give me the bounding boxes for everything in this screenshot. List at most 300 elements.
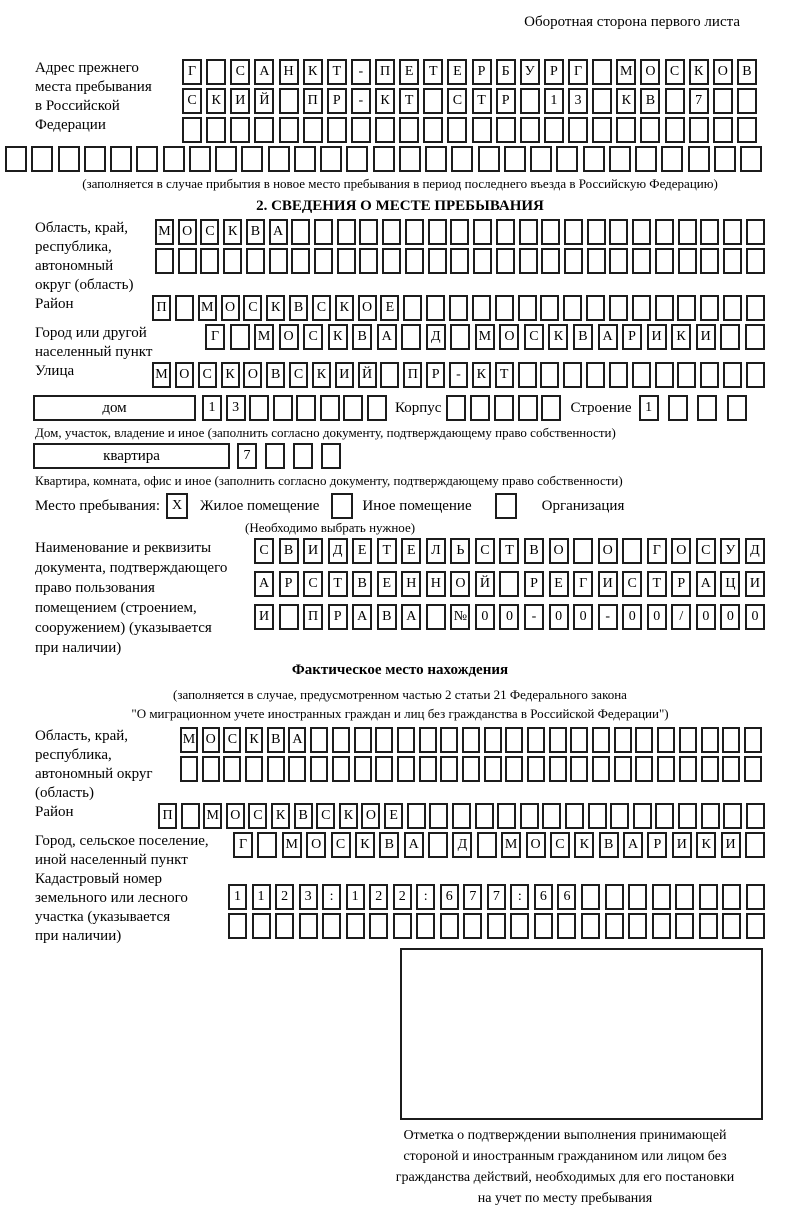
char-cell [254, 117, 274, 143]
char-cell [425, 146, 447, 172]
char-cell [628, 913, 647, 939]
char-cell: Й [475, 571, 495, 597]
char-cell [163, 146, 185, 172]
korpus-cells [446, 395, 561, 421]
char-cell [407, 803, 426, 829]
char-cell: В [377, 604, 397, 630]
char-cell [587, 219, 606, 245]
char-cell [723, 803, 742, 829]
char-cell: 1 [252, 884, 271, 910]
char-cell [440, 727, 458, 753]
char-cell [588, 803, 607, 829]
char-cell: О [202, 727, 220, 753]
char-cell [293, 443, 313, 469]
char-cell: 0 [745, 604, 765, 630]
char-cell [310, 727, 328, 753]
char-cell [697, 395, 717, 421]
char-cell: О [226, 803, 245, 829]
label-line: на учет по месту пребывания [477, 1191, 653, 1206]
char-cell: И [696, 324, 716, 350]
kvartira-caption: Квартира, комната, офис и иное (заполнить согласно документу, подтверждающему право собственности) [35, 473, 623, 488]
char-cell: О [175, 362, 194, 388]
char-cell [609, 248, 628, 274]
char-cell [475, 803, 494, 829]
fact-raion-label: Район [35, 804, 74, 820]
char-cell [495, 295, 514, 321]
char-cell [678, 248, 697, 274]
zhiloe-checkbox: X [166, 493, 188, 519]
char-cell: О [306, 832, 326, 858]
stroenie-label: Строение [570, 400, 632, 416]
char-cell: А [696, 571, 716, 597]
char-cell: С [198, 362, 217, 388]
label-line: автономный округ [35, 766, 153, 782]
char-cell [540, 362, 559, 388]
char-cell [701, 756, 719, 782]
char-cell: Н [279, 59, 299, 85]
char-cell: М [198, 295, 217, 321]
char-cell: О [713, 59, 733, 85]
char-cell [700, 295, 719, 321]
char-cell: А [269, 219, 288, 245]
char-cell: Г [573, 571, 593, 597]
char-cell [520, 117, 540, 143]
char-cell: А [404, 832, 424, 858]
char-cell: И [303, 538, 323, 564]
char-cell [570, 756, 588, 782]
char-cell [518, 295, 537, 321]
char-cell [401, 324, 421, 350]
char-cell [136, 146, 158, 172]
oblast-label [35, 219, 155, 295]
char-cell [189, 146, 211, 172]
char-cell: С [524, 324, 544, 350]
char-cell [314, 219, 333, 245]
char-cell [359, 219, 378, 245]
raion-field [35, 295, 765, 324]
char-cell: К [328, 324, 348, 350]
kvartira-field [35, 443, 765, 472]
char-cell [496, 248, 515, 274]
char-cell [249, 395, 269, 421]
char-cell [610, 803, 629, 829]
char-cell: 3 [568, 88, 588, 114]
zhiloe-label: Жилое помещение [200, 498, 320, 514]
char-cell [655, 248, 674, 274]
char-cell: А [598, 324, 618, 350]
char-cell [700, 248, 719, 274]
char-cell [657, 727, 675, 753]
char-cell: К [355, 832, 375, 858]
label-line: иной населенный пункт [35, 852, 188, 868]
char-cell [665, 88, 685, 114]
char-cell: 7 [463, 884, 482, 910]
char-cell: Р [524, 571, 544, 597]
fact-oblast-label [35, 727, 180, 803]
char-cell [746, 362, 765, 388]
char-cell: В [279, 538, 299, 564]
char-cell [701, 803, 720, 829]
char-cell [530, 146, 552, 172]
char-cell: С [182, 88, 202, 114]
char-cell [375, 727, 393, 753]
char-cell: О [526, 832, 546, 858]
char-cell [677, 295, 696, 321]
label-line: Кадастровый номер [35, 871, 162, 887]
char-cell [542, 803, 561, 829]
char-cell [450, 219, 469, 245]
char-cell: О [450, 571, 470, 597]
label-line: Город, сельское поселение, [35, 833, 209, 849]
char-cell: И [745, 571, 765, 597]
char-cell [202, 756, 220, 782]
char-cell: М [203, 803, 222, 829]
char-cell [367, 395, 387, 421]
fact-raion-field [35, 803, 765, 832]
char-cell: С [550, 832, 570, 858]
char-cell [616, 117, 636, 143]
char-cell: Р [426, 362, 445, 388]
char-cell: М [152, 362, 171, 388]
char-cell [440, 913, 459, 939]
char-cell: Е [352, 538, 372, 564]
char-cell [230, 117, 250, 143]
char-cell [462, 727, 480, 753]
char-cell [628, 884, 647, 910]
inoe-label: Иное помещение [362, 498, 472, 514]
char-cell [655, 803, 674, 829]
char-cell [723, 219, 742, 245]
char-cell: В [352, 571, 372, 597]
char-cell [592, 59, 612, 85]
char-cell [320, 395, 340, 421]
char-cell: - [524, 604, 544, 630]
char-cell: / [671, 604, 691, 630]
char-cell [701, 727, 719, 753]
char-cell: П [375, 59, 395, 85]
char-cell: И [647, 324, 667, 350]
char-cell [700, 219, 719, 245]
char-cell [473, 248, 492, 274]
char-cell: Р [328, 604, 348, 630]
ulitsa-row [152, 362, 765, 388]
char-cell [723, 362, 742, 388]
inoe-checkbox [331, 493, 353, 519]
char-cell: С [312, 295, 331, 321]
char-cell: А [352, 604, 372, 630]
char-cell [519, 248, 538, 274]
dom-cells [202, 395, 387, 421]
char-cell [450, 248, 469, 274]
label-line: право пользования [35, 580, 155, 596]
char-cell: С [622, 571, 642, 597]
char-cell: Д [426, 324, 446, 350]
confirmation-stamp-box [400, 948, 763, 1120]
char-cell [699, 884, 718, 910]
char-cell [505, 727, 523, 753]
char-cell [746, 884, 765, 910]
char-cell: С [696, 538, 716, 564]
char-cell [499, 571, 519, 597]
dom-field [35, 395, 765, 424]
char-cell: С [331, 832, 351, 858]
char-cell: И [230, 88, 250, 114]
char-cell [632, 362, 651, 388]
char-cell: Е [399, 59, 419, 85]
char-cell: Р [496, 88, 516, 114]
char-cell: В [379, 832, 399, 858]
char-cell [296, 395, 316, 421]
char-cell: 1 [544, 88, 564, 114]
document-row-3 [254, 604, 765, 630]
char-cell [5, 146, 27, 172]
char-cell [288, 756, 306, 782]
char-cell: С [200, 219, 219, 245]
char-cell [428, 219, 447, 245]
char-cell [449, 295, 468, 321]
char-cell [714, 146, 736, 172]
char-cell [320, 146, 342, 172]
char-cell [182, 117, 202, 143]
char-cell: Р [647, 832, 667, 858]
char-cell [665, 117, 685, 143]
char-cell: К [689, 59, 709, 85]
char-cell: - [351, 88, 371, 114]
char-cell: 1 [228, 884, 247, 910]
char-cell: С [303, 324, 323, 350]
char-cell [299, 913, 318, 939]
char-cell: Т [327, 59, 347, 85]
char-cell: М [616, 59, 636, 85]
org-label: Организация [541, 498, 625, 514]
char-cell: К [266, 295, 285, 321]
char-cell [586, 362, 605, 388]
char-cell: 0 [622, 604, 642, 630]
section3-title: Фактическое место нахождения [291, 662, 509, 678]
char-cell [351, 117, 371, 143]
char-cell: Ь [450, 538, 470, 564]
char-cell: М [475, 324, 495, 350]
char-cell [675, 913, 694, 939]
char-cell [397, 756, 415, 782]
char-cell [322, 913, 341, 939]
label-line: округ (область) [35, 277, 134, 293]
char-cell: С [316, 803, 335, 829]
char-cell: К [548, 324, 568, 350]
char-cell: Т [423, 59, 443, 85]
char-cell: И [335, 362, 354, 388]
char-cell [564, 219, 583, 245]
oblast-rows [155, 219, 765, 277]
char-cell: О [598, 538, 618, 564]
document-row-2 [254, 571, 765, 597]
char-cell [549, 727, 567, 753]
char-cell: М [254, 324, 274, 350]
char-cell: К [271, 803, 290, 829]
char-cell [541, 219, 560, 245]
char-cell [541, 248, 560, 274]
char-cell: Г [182, 59, 202, 85]
char-cell [180, 756, 198, 782]
char-cell [657, 756, 675, 782]
char-cell [722, 913, 741, 939]
char-cell [745, 324, 765, 350]
korpus-label: Корпус [395, 400, 442, 416]
char-cell [609, 146, 631, 172]
char-cell [527, 756, 545, 782]
fact-gorod-row [233, 832, 765, 858]
char-cell [110, 146, 132, 172]
char-cell [181, 803, 200, 829]
char-cell [279, 604, 299, 630]
char-cell: В [246, 219, 265, 245]
char-cell: 2 [393, 884, 412, 910]
char-cell [332, 756, 350, 782]
char-cell [635, 727, 653, 753]
char-cell: А [401, 604, 421, 630]
char-cell: О [361, 803, 380, 829]
label-line: Область, край, [35, 728, 129, 744]
char-cell: П [303, 88, 323, 114]
char-cell [257, 832, 277, 858]
char-cell: Б [496, 59, 516, 85]
char-cell [570, 727, 588, 753]
char-cell [382, 219, 401, 245]
char-cell [614, 727, 632, 753]
char-cell [484, 727, 502, 753]
char-cell [587, 248, 606, 274]
char-cell [720, 324, 740, 350]
char-cell: Е [384, 803, 403, 829]
char-cell: И [672, 832, 692, 858]
char-cell: В [294, 803, 313, 829]
prev-address-row-4 [5, 146, 762, 172]
dom-caption: Дом, участок, владение и иное (заполнить согласно документу, подтверждающему право собственности) [35, 425, 616, 440]
char-cell: П [303, 604, 323, 630]
char-cell: - [598, 604, 618, 630]
fact-gorod-label [35, 832, 233, 870]
char-cell: Д [745, 538, 765, 564]
char-cell [354, 727, 372, 753]
char-cell: В [599, 832, 619, 858]
char-cell [632, 219, 651, 245]
kadastr-label [35, 870, 228, 946]
char-cell [689, 117, 709, 143]
org-checkbox [495, 493, 517, 519]
char-cell [592, 117, 612, 143]
label-line: (заполняется в случае, предусмотренном частью 2 статьи 21 Федерального закона [173, 687, 627, 702]
char-cell: М [282, 832, 302, 858]
char-cell: В [267, 727, 285, 753]
char-cell: Р [622, 324, 642, 350]
char-cell [473, 219, 492, 245]
char-cell [518, 362, 537, 388]
char-cell: С [289, 362, 308, 388]
char-cell [369, 913, 388, 939]
char-cell: П [403, 362, 422, 388]
char-cell: Е [401, 538, 421, 564]
label-line: Федерации [35, 117, 106, 133]
stroenie-cells [639, 395, 747, 421]
page-header-note: Оборотная сторона первого листа [524, 14, 740, 30]
char-cell [423, 88, 443, 114]
char-cell [520, 88, 540, 114]
char-cell [58, 146, 80, 172]
char-cell [581, 913, 600, 939]
char-cell: И [598, 571, 618, 597]
char-cell [520, 803, 539, 829]
char-cell [245, 756, 263, 782]
char-cell [314, 248, 333, 274]
char-cell [527, 727, 545, 753]
char-cell [727, 395, 747, 421]
char-cell [678, 803, 697, 829]
char-cell: О [640, 59, 660, 85]
char-cell: Д [452, 832, 472, 858]
char-cell: А [254, 59, 274, 85]
char-cell: С [254, 538, 274, 564]
char-cell [497, 803, 516, 829]
char-cell [592, 727, 610, 753]
fact-oblast-rows [180, 727, 762, 785]
kvartira-cells [237, 443, 341, 469]
char-cell: Й [254, 88, 274, 114]
gorod-field [35, 324, 765, 362]
char-cell [505, 756, 523, 782]
char-cell [303, 117, 323, 143]
char-cell [722, 756, 740, 782]
char-cell: О [178, 219, 197, 245]
char-cell: Е [377, 571, 397, 597]
char-cell [321, 443, 341, 469]
char-cell [557, 913, 576, 939]
char-cell [635, 146, 657, 172]
char-cell [518, 395, 538, 421]
char-cell [541, 395, 561, 421]
char-cell [737, 117, 757, 143]
char-cell: К [245, 727, 263, 753]
char-cell: 1 [639, 395, 659, 421]
char-cell [564, 248, 583, 274]
char-cell: 3 [299, 884, 318, 910]
char-cell: О [499, 324, 519, 350]
label-line: при наличии) [35, 640, 122, 656]
prev-address-rows [182, 59, 757, 146]
char-cell: 3 [226, 395, 246, 421]
char-cell [496, 219, 515, 245]
char-cell [462, 756, 480, 782]
char-cell [450, 324, 470, 350]
char-cell [652, 913, 671, 939]
char-cell [178, 248, 197, 274]
char-cell [279, 117, 299, 143]
kadastr-field [35, 870, 765, 946]
char-cell [346, 913, 365, 939]
char-cell [429, 803, 448, 829]
char-cell [346, 146, 368, 172]
label-line: Наименование и реквизиты [35, 540, 212, 556]
char-cell [549, 756, 567, 782]
char-cell: С [243, 295, 262, 321]
char-cell: Е [380, 295, 399, 321]
char-cell: К [223, 219, 242, 245]
char-cell [745, 832, 765, 858]
char-cell [375, 117, 395, 143]
char-cell [327, 117, 347, 143]
document-label [35, 538, 254, 658]
char-cell [426, 295, 445, 321]
char-cell [267, 756, 285, 782]
